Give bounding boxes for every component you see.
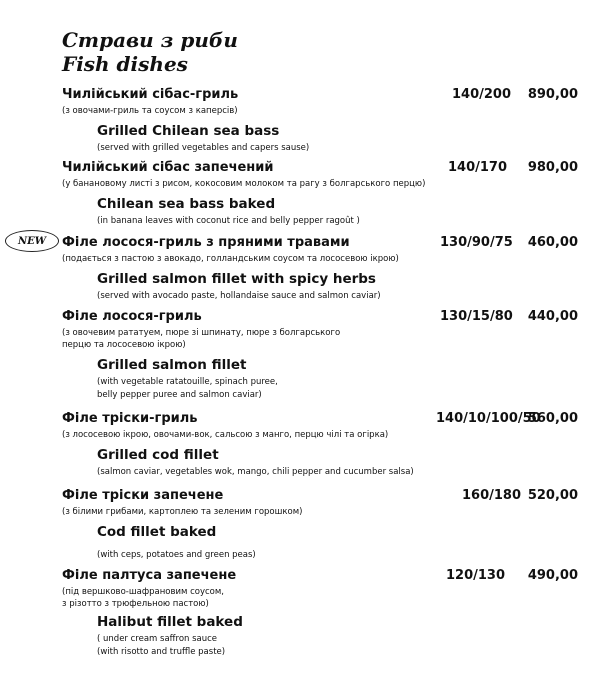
dish-name-ua: Філе лосося-гриль з пряними травами bbox=[62, 235, 350, 250]
dish-name-ua: Чилійський сібас запечений bbox=[62, 160, 274, 175]
dish-name-en: Halibut fillet baked bbox=[97, 614, 243, 630]
dish-desc-en: ( under cream saffron sauce (with risotto and truffle paste) bbox=[97, 634, 226, 657]
dish-price: 890,00 bbox=[527, 87, 578, 102]
dish-item bbox=[62, 307, 592, 402]
dish-desc-ua: (у банановому листі з рисом, кокосовим молоком та рагу з болгарського перцю) bbox=[62, 179, 426, 189]
dish-desc-ua: (під вершково-шафрановим соусом, з різотто з трюфельною пастою) bbox=[62, 587, 224, 609]
dish-item bbox=[62, 233, 592, 303]
dish-desc-en: (in banana leaves with coconut rice and belly pepper ragoût ) bbox=[97, 216, 360, 226]
dish-name-en: Grilled cod fillet bbox=[97, 447, 219, 463]
dish-name-ua: Філе лосося-гриль bbox=[62, 309, 202, 324]
dish-desc-ua: (з лососевою ікрою, овочами-вок, сальсою з манго, перцю чілі та огірка) bbox=[62, 430, 389, 440]
new-badge: NEW bbox=[5, 230, 59, 252]
dish-weight: 130/90/75 bbox=[440, 235, 513, 250]
dish-desc-ua: (з овочевим рататуем, пюре зі шпинату, пюре з болгарського перцю та лососевою ікрою) bbox=[62, 328, 341, 350]
dish-price: 560,00 bbox=[527, 411, 578, 426]
dish-name-ua: Філе тріски-гриль bbox=[62, 411, 198, 426]
dish-name-en: Grilled salmon fillet bbox=[97, 357, 247, 373]
dish-name-en: Cod fillet baked bbox=[97, 524, 217, 540]
dish-desc-ua: (подається з пастою з авокадо, голландським соусом та лососевою ікрою) bbox=[62, 254, 399, 264]
dish-name-ua: Філе тріски запечене bbox=[62, 488, 224, 503]
dish-weight: 140/200 bbox=[452, 87, 512, 102]
dish-desc-en: (with vegetable ratatouille, spinach puree, belly pepper puree and salmon caviar) bbox=[97, 377, 278, 400]
dish-price: 440,00 bbox=[527, 309, 578, 324]
dish-item bbox=[62, 409, 592, 479]
dish-name-en: Chilean sea bass baked bbox=[97, 196, 276, 212]
dish-desc-en: (salmon caviar, vegetables wok, mango, chili pepper and cucumber salsa) bbox=[97, 467, 414, 477]
dish-name-en: Grilled Chilean sea bass bbox=[97, 123, 280, 139]
dish-name-ua: Філе палтуса запечене bbox=[62, 568, 237, 583]
dish-weight: 120/130 bbox=[446, 568, 506, 583]
dish-item bbox=[62, 85, 592, 155]
dish-price: 980,00 bbox=[527, 160, 578, 175]
dish-desc-en: (served with grilled vegetables and capers sause) bbox=[97, 143, 310, 153]
dish-item bbox=[62, 158, 592, 228]
section-title-en: Fish dishes bbox=[62, 52, 188, 76]
dish-desc-en: (served with avocado paste, hollandaise sauce and salmon caviar) bbox=[97, 291, 381, 301]
dish-weight: 140/10/100/50 bbox=[436, 411, 541, 426]
dish-price: 460,00 bbox=[527, 235, 578, 250]
dish-name-en: Grilled salmon fillet with spicy herbs bbox=[97, 271, 376, 287]
dish-price: 490,00 bbox=[527, 568, 578, 583]
dish-item bbox=[62, 566, 592, 659]
dish-item bbox=[62, 486, 592, 562]
dish-name-ua: Чилійський сібас-гриль bbox=[62, 87, 239, 102]
dish-weight: 130/15/80 bbox=[440, 309, 513, 324]
dish-price: 520,00 bbox=[527, 488, 578, 503]
dish-weight: 140/170 bbox=[448, 160, 508, 175]
section-title-ua: Страви з риби bbox=[62, 28, 238, 52]
dish-weight: 160/180 bbox=[462, 488, 522, 503]
dish-desc-ua: (з білими грибами, картоплею та зеленим горошком) bbox=[62, 507, 303, 517]
dish-desc-ua: (з овочами-гриль та соусом з каперсів) bbox=[62, 106, 238, 116]
dish-desc-en: (with ceps, potatoes and green peas) bbox=[97, 550, 256, 560]
